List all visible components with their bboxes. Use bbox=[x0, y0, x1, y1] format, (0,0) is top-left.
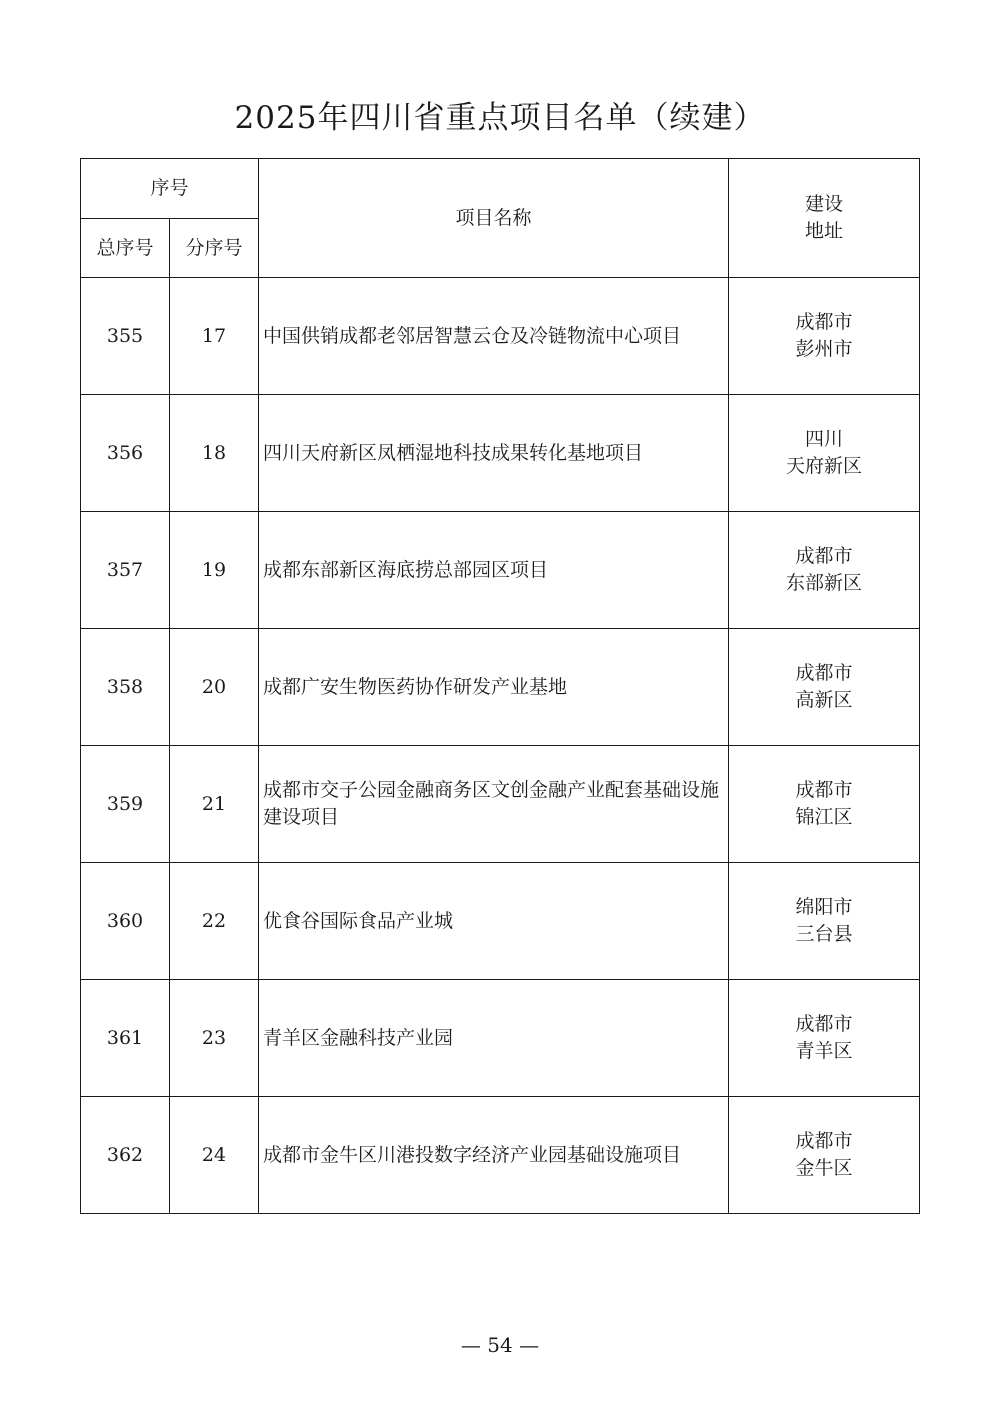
total-seq-cell: 355 bbox=[81, 278, 170, 395]
location-cell bbox=[729, 980, 920, 1097]
table-row bbox=[81, 1097, 920, 1214]
sub-seq-cell: 20 bbox=[170, 629, 259, 746]
table-row bbox=[81, 746, 920, 863]
total-seq-cell: 362 bbox=[81, 1097, 170, 1214]
location-line2: 三台县 bbox=[795, 923, 853, 945]
total-seq-cell: 360 bbox=[81, 863, 170, 980]
table-row bbox=[81, 980, 920, 1097]
location-cell bbox=[729, 512, 920, 629]
location-line2: 青羊区 bbox=[795, 1040, 853, 1062]
total-seq-cell: 361 bbox=[81, 980, 170, 1097]
total-seq-cell: 359 bbox=[81, 746, 170, 863]
location-line1: 成都市 bbox=[795, 1013, 853, 1035]
total-seq-cell: 358 bbox=[81, 629, 170, 746]
sub-seq-cell: 22 bbox=[170, 863, 259, 980]
location-line2: 金牛区 bbox=[795, 1157, 853, 1179]
location-line1: 绵阳市 bbox=[795, 896, 853, 918]
table-header-row bbox=[81, 159, 920, 219]
total-seq-cell: 357 bbox=[81, 512, 170, 629]
location-cell bbox=[729, 1097, 920, 1214]
table-row bbox=[81, 863, 920, 980]
header-sub-seq: 分序号 bbox=[170, 219, 259, 278]
location-line2: 天府新区 bbox=[786, 455, 863, 477]
location-line1: 成都市 bbox=[795, 311, 853, 333]
header-location bbox=[729, 159, 920, 278]
location-line1: 成都市 bbox=[795, 779, 853, 801]
sub-seq-cell: 24 bbox=[170, 1097, 259, 1214]
location-cell bbox=[729, 746, 920, 863]
sub-seq-cell: 18 bbox=[170, 395, 259, 512]
project-name-cell: 成都市交子公园金融商务区文创金融产业配套基础设施建设项目 bbox=[259, 746, 729, 863]
location-line2: 锦江区 bbox=[795, 806, 853, 828]
header-location-line2: 地址 bbox=[805, 220, 844, 242]
header-location-line1: 建设 bbox=[805, 193, 844, 215]
location-line1: 成都市 bbox=[795, 662, 853, 684]
project-table bbox=[80, 158, 920, 1214]
page-title: 2025年四川省重点项目名单（续建） bbox=[234, 100, 766, 136]
location-cell bbox=[729, 863, 920, 980]
table-row bbox=[81, 512, 920, 629]
header-total-seq: 总序号 bbox=[81, 219, 170, 278]
location-line2: 高新区 bbox=[795, 689, 853, 711]
location-line1: 四川 bbox=[805, 428, 844, 450]
table-row bbox=[81, 629, 920, 746]
project-name-cell: 青羊区金融科技产业园 bbox=[259, 980, 729, 1097]
project-name-cell: 成都东部新区海底捞总部园区项目 bbox=[259, 512, 729, 629]
project-name-cell: 中国供销成都老邻居智慧云仓及冷链物流中心项目 bbox=[259, 278, 729, 395]
sub-seq-cell: 23 bbox=[170, 980, 259, 1097]
sub-seq-cell: 17 bbox=[170, 278, 259, 395]
header-project-name: 项目名称 bbox=[259, 159, 729, 278]
location-cell bbox=[729, 629, 920, 746]
sub-seq-cell: 21 bbox=[170, 746, 259, 863]
location-cell bbox=[729, 278, 920, 395]
sub-seq-cell: 19 bbox=[170, 512, 259, 629]
location-line1: 成都市 bbox=[795, 1130, 853, 1152]
total-seq-cell: 356 bbox=[81, 395, 170, 512]
location-line2: 东部新区 bbox=[786, 572, 863, 594]
table-body bbox=[81, 278, 920, 1214]
page-number: — 54 — bbox=[460, 1333, 540, 1357]
header-seq-group: 序号 bbox=[81, 159, 259, 219]
location-cell bbox=[729, 395, 920, 512]
table-row bbox=[81, 278, 920, 395]
location-line2: 彭州市 bbox=[795, 338, 853, 360]
location-line1: 成都市 bbox=[795, 545, 853, 567]
project-name-cell: 优食谷国际食品产业城 bbox=[259, 863, 729, 980]
table-row bbox=[81, 395, 920, 512]
project-name-cell: 成都市金牛区川港投数字经济产业园基础设施项目 bbox=[259, 1097, 729, 1214]
project-name-cell: 成都广安生物医药协作研发产业基地 bbox=[259, 629, 729, 746]
project-name-cell: 四川天府新区凤栖湿地科技成果转化基地项目 bbox=[259, 395, 729, 512]
